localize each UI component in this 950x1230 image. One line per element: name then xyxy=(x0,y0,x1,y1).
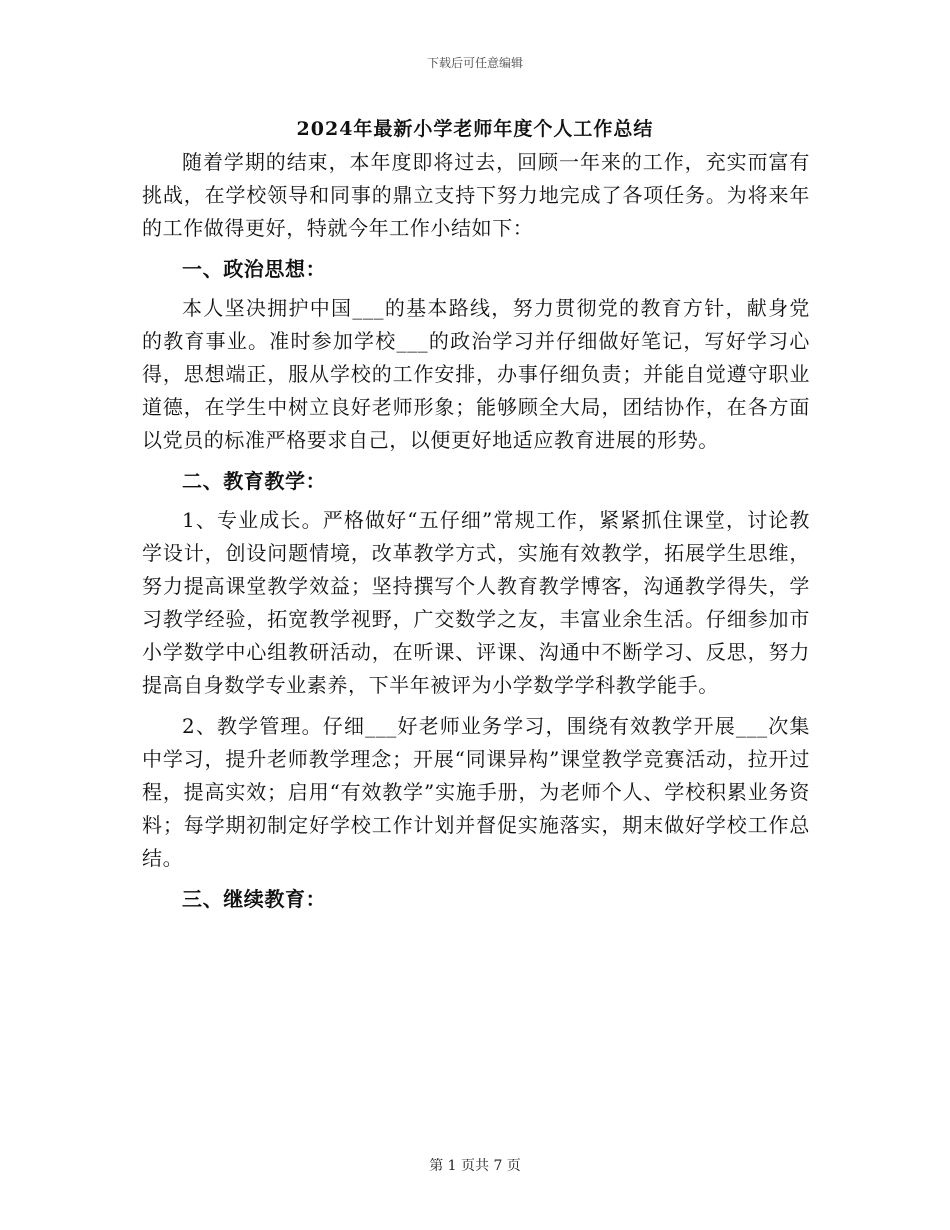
section-heading-continuing-education: 三、继续教育： xyxy=(182,887,327,911)
teaching-management-paragraph: 2、教学管理。仔细___好老师业务学习，围绕有效教学开展___次集中学习，提升老师教学理念；开展“同课异构”课堂教学竞赛活动，拉开过程，提高实效；启用“有效教学”实施手册，为老师个人、学校积累业务资料；每学期初制定好学校工作计划并督促实施落实，期末做好学校工作总结。 xyxy=(142,714,810,870)
document-title: 2024年最新小学老师年度个人工作总结 xyxy=(296,118,654,140)
section-heading-teaching: 二、教育教学： xyxy=(182,469,327,493)
page-header-note: 下载后可任意编辑 xyxy=(426,56,523,70)
section-heading-politics: 一、政治思想： xyxy=(182,257,327,281)
professional-growth-paragraph: 1、专业成长。严格做好“五仔细”常规工作，紧紧抓住课堂，讨论教学设计，创设问题情境，改革教学方式，实施有效教学，拓展学生思维，努力提高课堂教学效益；坚持撰写个人教育教学博客，沟通教学得失，学习教学经验，拓宽教学视野，广交数学之友，丰富业余生活。仔细参加市小学数学中心组教研活动，在听课、评课、沟通中不断学习、反思，努力提高自身数学专业素养，下半年被评为小学数学学科教学能手。 xyxy=(142,508,810,697)
page-footer-number: 第 1 页共 7 页 xyxy=(429,1158,521,1174)
document-body xyxy=(142,146,810,922)
intro-paragraph: 随着学期的结束，本年度即将过去，回顾一年来的工作，充实而富有挑战，在学校领导和同事的鼎立支持下努力地完成了各项任务。为将来年的工作做得更好，特就今年工作小结如下： xyxy=(142,150,810,240)
politics-paragraph: 本人坚决拥护中国___的基本路线，努力贯彻党的教育方针，献身党的教育事业。准时参加学校___的政治学习并仔细做好笔记，写好学习心得，思想端正，服从学校的工作安排，办事仔细负责；并能自觉遵守职业道德，在学生中树立良好老师形象；能够顾全大局，团结协作，在各方面以党员的标准严格要求自己，以便更好地适应教育进展的形势。 xyxy=(142,296,810,452)
